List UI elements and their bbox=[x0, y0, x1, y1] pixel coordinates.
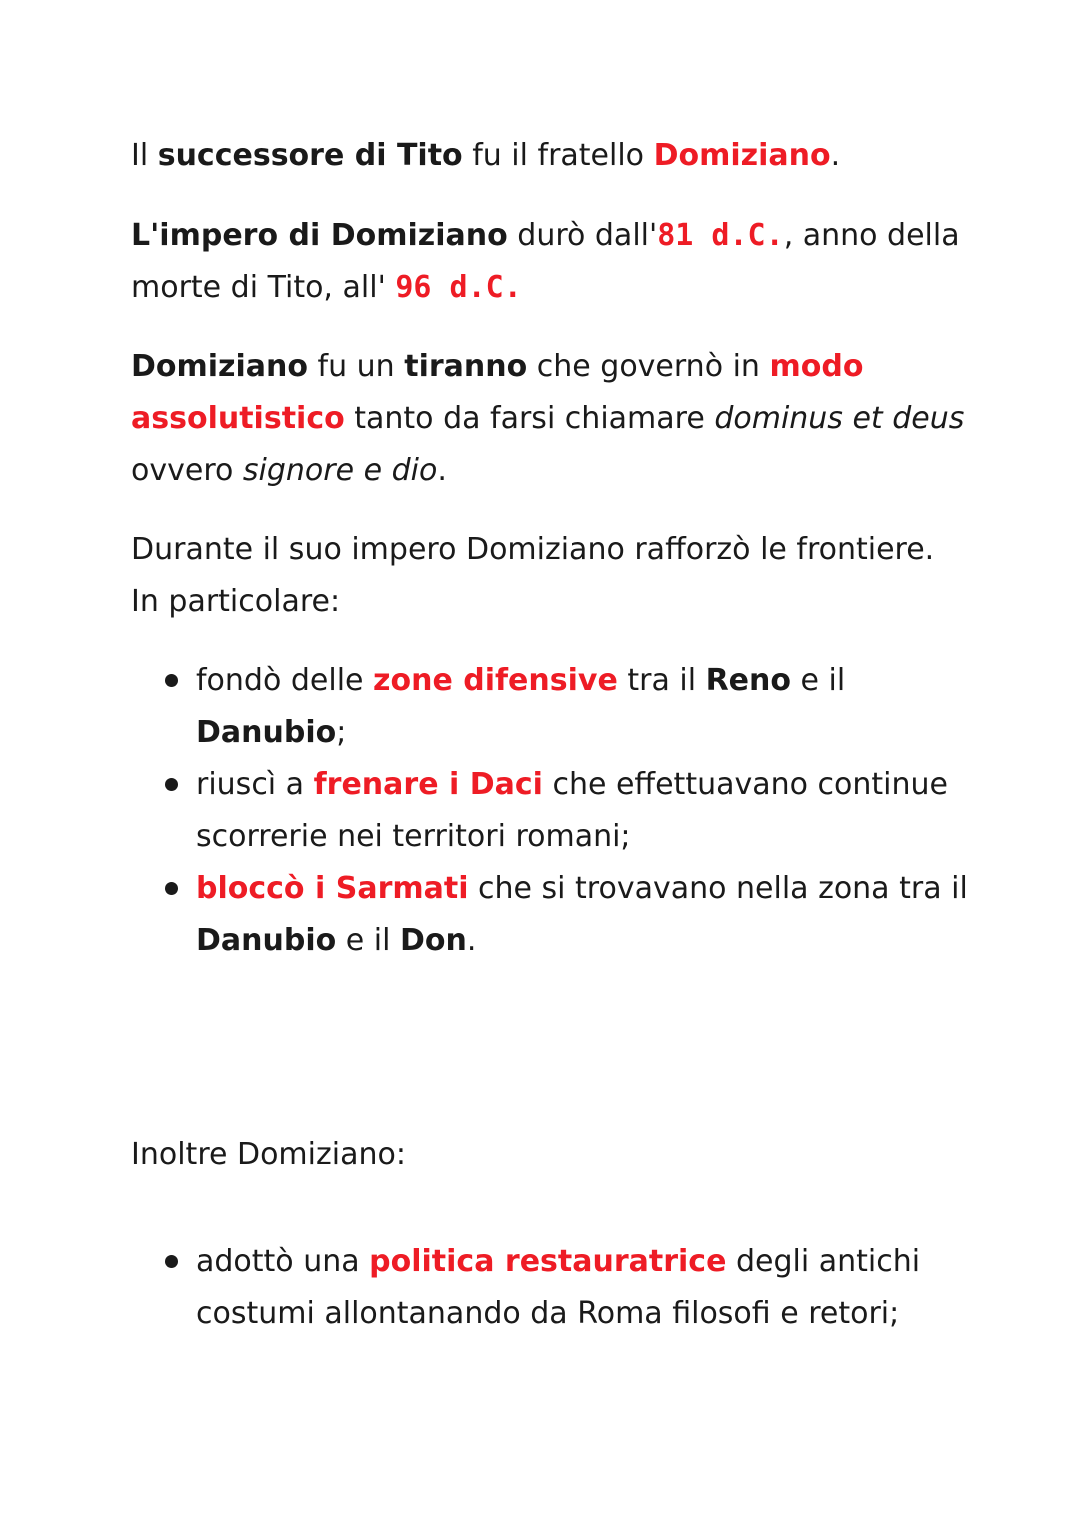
text-span: tanto da farsi chiamare bbox=[344, 401, 715, 436]
highlight-term: modo assolutistico bbox=[131, 349, 864, 436]
paragraph-tyrant bbox=[131, 341, 971, 497]
bold-term: Domiziano bbox=[131, 349, 309, 384]
highlight-term: zone difensive bbox=[373, 663, 618, 698]
bold-term: Reno bbox=[705, 663, 791, 698]
text-span: Inoltre Domiziano: bbox=[131, 1137, 406, 1172]
list-item: riuscì a frenare i Daci che effettuavano continue scorrerie nei territori romani; bbox=[131, 759, 971, 863]
highlight-term: politica restauratrice bbox=[369, 1244, 727, 1279]
bullet-icon bbox=[165, 1255, 178, 1268]
highlight-date: 96 d.C. bbox=[395, 270, 522, 305]
list-item: bloccò i Sarmati che si trovavano nella zona tra il Danubio e il Don. bbox=[131, 863, 971, 967]
italic-term: signore e dio bbox=[242, 453, 438, 488]
bold-term: Danubio bbox=[196, 715, 337, 750]
highlight-date: 81 d.C. bbox=[657, 218, 784, 253]
highlight-term: bloccò i Sarmati bbox=[196, 871, 469, 906]
bullet-icon bbox=[165, 882, 178, 895]
paragraph-reign-dates bbox=[131, 210, 971, 314]
text-span: fu il fratello bbox=[462, 138, 654, 173]
frontier-list bbox=[131, 655, 971, 967]
bold-term: successore di Tito bbox=[157, 138, 463, 173]
bold-term: L'impero di Domiziano bbox=[131, 218, 508, 253]
highlight-term: frenare i Daci bbox=[313, 767, 543, 802]
highlight-term: Domiziano bbox=[653, 138, 831, 173]
text-span: . bbox=[437, 453, 447, 488]
bold-term: Don bbox=[399, 923, 467, 958]
text-span: . bbox=[830, 138, 841, 173]
bold-term: Danubio bbox=[196, 923, 337, 958]
paragraph-frontiers bbox=[131, 524, 971, 628]
text-span: , anno della morte di Tito, all' bbox=[131, 218, 960, 305]
paragraph-successor bbox=[131, 130, 971, 182]
list-item: adottò una politica restauratrice degli antichi costumi allontanando da Roma filosofi e retori; bbox=[131, 1236, 971, 1340]
text-span: Il bbox=[131, 138, 158, 173]
bullet-icon bbox=[165, 674, 178, 687]
text-span: ovvero bbox=[131, 453, 243, 488]
list-item: fondò delle zone difensive tra il Reno e il Danubio; bbox=[131, 655, 971, 759]
text-span: Durante il suo impero Domiziano rafforzò le frontiere. In particolare: bbox=[131, 532, 935, 619]
text-span: fu un bbox=[308, 349, 405, 384]
bullet-icon bbox=[165, 778, 178, 791]
bold-term: tiranno bbox=[404, 349, 528, 384]
italic-term: dominus et deus bbox=[714, 401, 965, 436]
text-span: che governò in bbox=[527, 349, 770, 384]
text-span: durò dall' bbox=[507, 218, 658, 253]
paragraph-furthermore bbox=[131, 1129, 971, 1181]
policy-list bbox=[131, 1236, 971, 1340]
